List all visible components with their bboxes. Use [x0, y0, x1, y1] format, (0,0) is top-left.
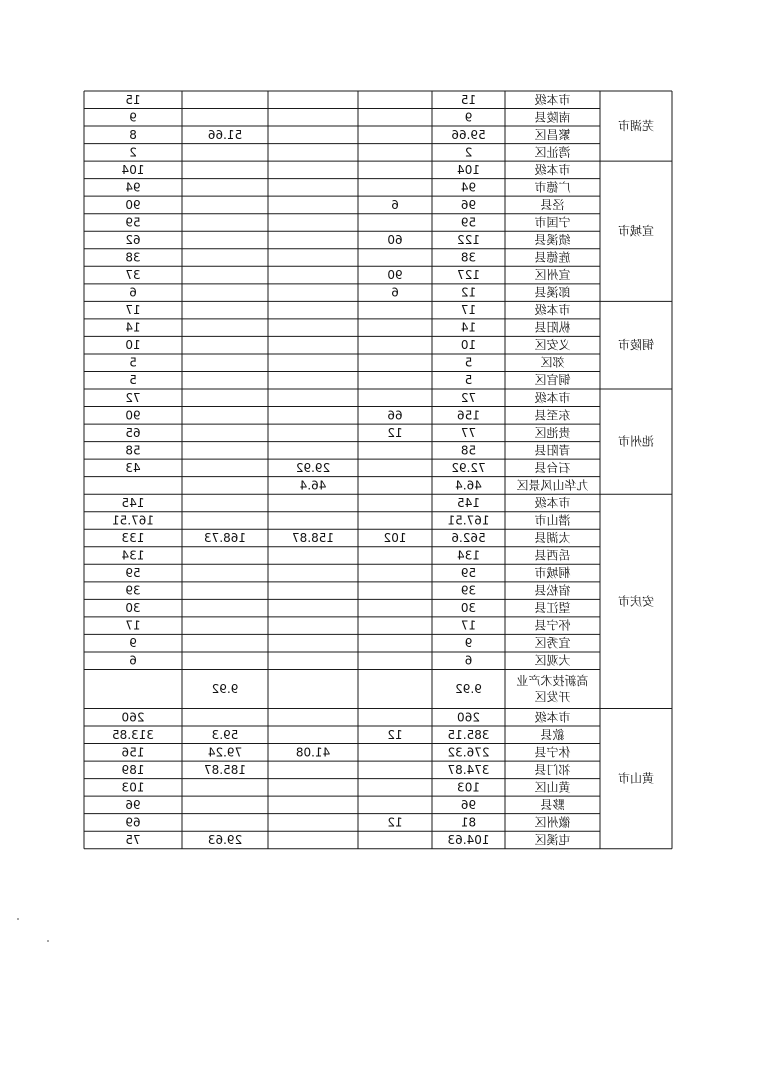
county-label: 绩溪县: [534, 233, 571, 248]
county-label: 东至县: [534, 408, 571, 423]
total-value-cell: 59.66: [451, 127, 486, 142]
value-cell: 62: [125, 233, 141, 248]
county-label: 南陵县: [534, 110, 571, 125]
value-cell: 39: [125, 583, 141, 598]
value-cell: 38: [125, 250, 141, 265]
total-value-cell: 276.32: [447, 745, 490, 760]
county-label: 桐城市: [534, 566, 571, 581]
city-label: 宣城市: [617, 224, 655, 239]
value-cell: 90: [125, 408, 141, 423]
total-value-cell: 374.87: [447, 762, 490, 777]
value-cell: 168.73: [204, 531, 246, 546]
value-cell: 66: [387, 408, 403, 423]
value-cell: 103: [121, 780, 145, 795]
total-value-cell: 127: [457, 268, 480, 283]
county-label: 歙县: [540, 727, 565, 742]
value-cell: 46.4: [299, 478, 327, 493]
county-label: 宜秀区: [534, 636, 571, 651]
value-cell: 6: [391, 197, 399, 212]
total-value-cell: 14: [460, 320, 477, 335]
total-value-cell: 72.92: [451, 460, 486, 475]
value-cell: 9: [129, 110, 137, 125]
total-value-cell: 96: [460, 197, 477, 212]
value-cell: 17: [125, 303, 141, 318]
county-label: 潜山市: [534, 513, 571, 528]
value-cell: 12: [387, 727, 403, 742]
value-cell: 15: [125, 92, 141, 107]
county-label: 大观区: [534, 653, 571, 668]
value-cell: 59: [125, 215, 141, 230]
county-label: 青阳县: [534, 443, 571, 458]
value-cell: 41.08: [295, 745, 331, 760]
total-value-cell: 46.4: [455, 478, 482, 493]
value-cell: 12: [387, 425, 403, 440]
city-label: 黄山市: [617, 771, 655, 786]
total-value-cell: 38: [460, 250, 477, 265]
total-value-cell: 9: [464, 636, 473, 651]
city-label: 安庆市: [617, 594, 655, 609]
value-cell: 29.63: [207, 832, 243, 847]
county-label: 广德市: [534, 180, 571, 195]
value-cell: 2: [129, 145, 137, 160]
value-cell: 59: [125, 566, 141, 581]
county-label: 义安区: [534, 338, 571, 353]
county-label: 宁国市: [534, 215, 571, 230]
value-cell: 90: [125, 197, 141, 212]
county-label: 徽州区: [534, 815, 571, 830]
total-value-cell: 145: [457, 495, 480, 510]
value-cell: 12: [387, 815, 403, 830]
value-cell: 185.87: [204, 762, 246, 777]
county-label: 铜官区: [534, 373, 571, 388]
county-label: 泾县: [540, 197, 565, 212]
total-value-cell: 59: [460, 566, 477, 581]
value-cell: 60: [387, 233, 403, 248]
county-label: 市本级: [534, 495, 571, 510]
county-label: 岳西县: [534, 548, 571, 563]
total-value-cell: 122: [457, 233, 480, 248]
value-cell: 10: [125, 338, 141, 353]
total-value-cell: 156: [457, 408, 480, 423]
total-value-cell: 15: [460, 92, 477, 107]
total-value-cell: 10: [460, 338, 477, 353]
value-cell: 6: [129, 653, 137, 668]
total-value-cell: 167.51: [447, 513, 490, 528]
total-value-cell: 104: [457, 162, 480, 177]
value-cell: 158.87: [292, 531, 334, 546]
value-cell: 79.24: [207, 745, 243, 760]
value-cell: 96: [125, 797, 141, 812]
value-cell: 43: [125, 460, 141, 475]
city-label: 铜陵市: [617, 338, 655, 353]
total-value-cell: 94: [460, 180, 477, 195]
county-label: 黄山区: [534, 780, 571, 795]
county-label: 繁昌区: [534, 127, 571, 142]
value-cell: 51.66: [207, 127, 243, 142]
value-cell: 37: [125, 268, 141, 283]
total-value-cell: 81: [460, 815, 477, 830]
value-cell: 9.92: [211, 681, 239, 696]
total-value-cell: 96: [460, 797, 477, 812]
value-cell: 72: [125, 390, 141, 405]
scan-speck: [17, 918, 19, 920]
county-label-line2: 开发区: [534, 689, 571, 704]
county-label: 市本级: [534, 92, 571, 107]
county-label: 屯溪区: [534, 832, 571, 847]
total-value-cell: 39: [460, 583, 477, 598]
value-cell: 90: [387, 268, 403, 283]
county-label: 宣州区: [534, 268, 571, 283]
total-value-cell: 30: [460, 601, 477, 616]
value-cell: 6: [129, 285, 137, 300]
value-cell: 65: [125, 425, 141, 440]
county-label: 宿松县: [534, 583, 571, 598]
value-cell: 58: [125, 443, 141, 458]
total-value-cell: 134: [457, 548, 480, 563]
county-label: 市本级: [534, 162, 571, 177]
county-label: 高新技术产业: [516, 673, 589, 688]
county-label: 市本级: [534, 710, 571, 725]
county-label: 枞阳县: [534, 320, 571, 335]
value-cell: 5: [129, 355, 137, 370]
county-label: 市本级: [534, 390, 571, 405]
value-cell: 9: [129, 636, 137, 651]
value-cell: 133: [121, 531, 145, 546]
value-cell: 167.51: [112, 513, 154, 528]
value-cell: 8: [129, 127, 137, 142]
county-label: 市本级: [534, 303, 571, 318]
total-value-cell: 9.92: [455, 681, 482, 696]
value-cell: 75: [125, 832, 141, 847]
county-label: 郎溪县: [534, 285, 571, 300]
total-value-cell: 5: [464, 355, 473, 370]
total-value-cell: 9: [464, 110, 473, 125]
county-label: 湾沚区: [534, 145, 571, 160]
city-label: 池州市: [617, 434, 655, 449]
county-label: 郊区: [540, 355, 565, 370]
county-label: 望江县: [534, 601, 571, 616]
county-label: 石台县: [534, 460, 571, 475]
value-cell: 5: [129, 373, 137, 388]
total-value-cell: 385.15: [447, 727, 490, 742]
value-cell: 102: [383, 531, 407, 546]
county-label: 贵池区: [534, 425, 571, 440]
total-value-cell: 17: [460, 618, 477, 633]
total-value-cell: 17: [460, 303, 477, 318]
county-label: 黟县: [540, 797, 565, 812]
value-cell: 17: [125, 618, 141, 633]
county-label: 祁门县: [534, 762, 571, 777]
county-label: 休宁县: [534, 745, 571, 760]
total-value-cell: 59: [460, 215, 477, 230]
total-value-cell: 72: [460, 390, 477, 405]
value-cell: 94: [125, 180, 141, 195]
total-value-cell: 12: [460, 285, 477, 300]
value-cell: 14: [125, 320, 141, 335]
city-label: 芜湖市: [617, 119, 655, 134]
total-value-cell: 2: [464, 145, 473, 160]
total-value-cell: 104.63: [447, 832, 490, 847]
value-cell: 134: [121, 548, 145, 563]
value-cell: 260: [121, 710, 145, 725]
value-cell: 6: [391, 285, 399, 300]
county-label: 九华山风景区: [516, 478, 589, 493]
county-label: 旌德县: [534, 250, 571, 265]
total-value-cell: 562.6: [451, 531, 486, 546]
value-cell: 189: [121, 762, 145, 777]
value-cell: 313.85: [112, 727, 154, 742]
value-cell: 145: [121, 495, 145, 510]
total-value-cell: 58: [460, 443, 477, 458]
total-value-cell: 6: [464, 653, 473, 668]
scan-speck: [47, 940, 49, 942]
value-cell: 69: [125, 815, 141, 830]
value-cell: 59.3: [211, 727, 239, 742]
total-value-cell: 103: [457, 780, 480, 795]
total-value-cell: 77: [460, 425, 477, 440]
value-cell: 30: [125, 601, 141, 616]
total-value-cell: 260: [457, 710, 480, 725]
value-cell: 104: [121, 162, 145, 177]
county-label: 怀宁县: [534, 618, 571, 633]
total-value-cell: 5: [464, 373, 473, 388]
value-cell: 29.92: [295, 460, 331, 475]
county-label: 太湖县: [534, 531, 571, 546]
value-cell: 156: [121, 745, 145, 760]
